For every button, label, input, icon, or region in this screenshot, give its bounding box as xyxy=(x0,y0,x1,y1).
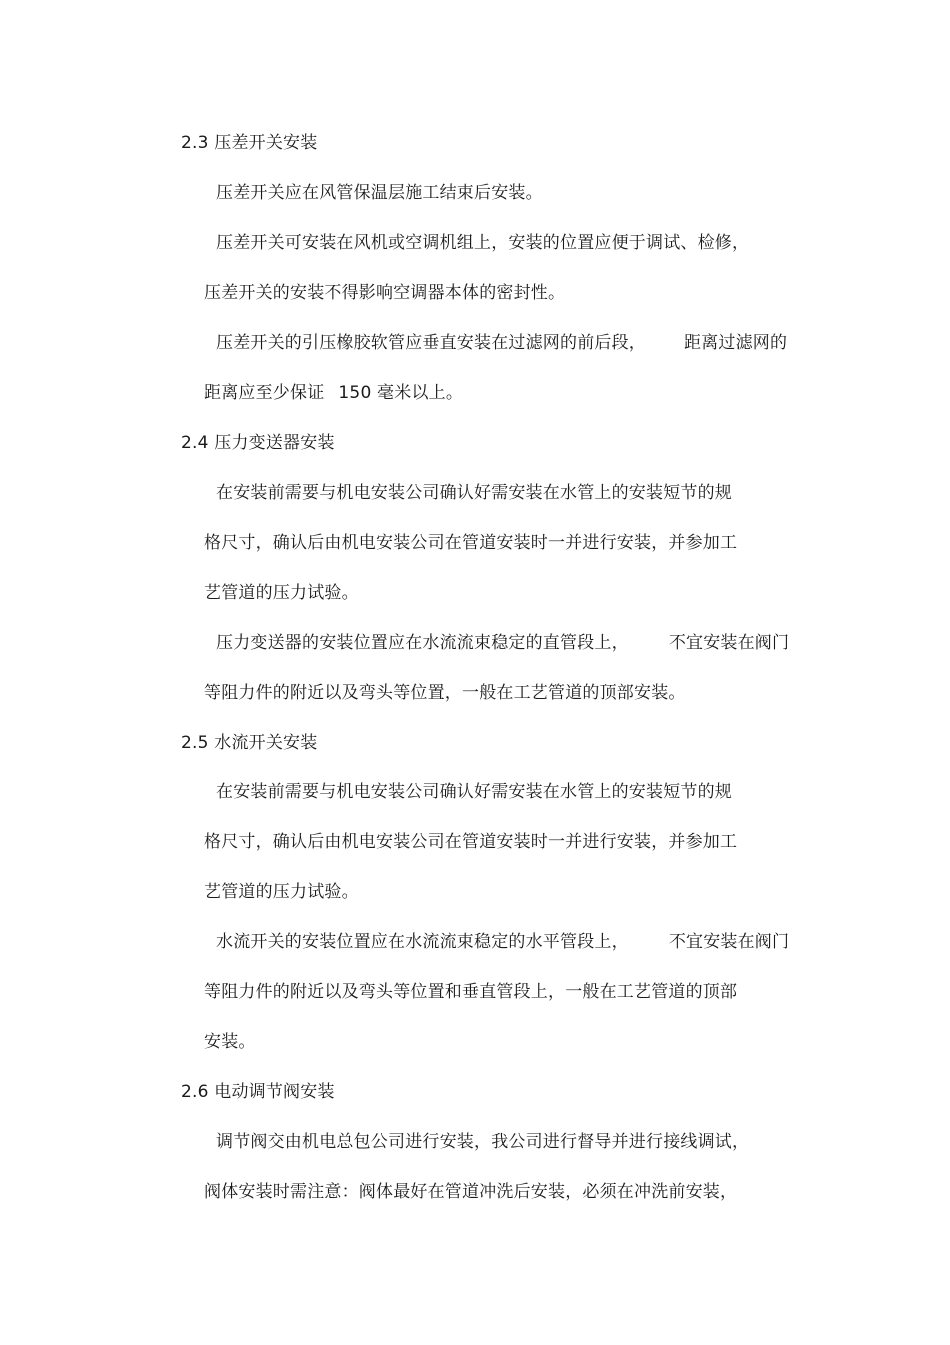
paragraph-segment: 不宜安装在阀门 xyxy=(668,633,790,653)
paragraph-line xyxy=(216,332,787,354)
paragraph-segment: 水流开关的安装位置应在水流流束稳定的水平管段上， xyxy=(216,932,629,952)
section-heading-2-5: 2.5 水流开关安装 xyxy=(181,733,318,753)
paragraph-segment: 不宜安装在阀门 xyxy=(668,932,790,952)
section-heading-2-3: 2.3 压差开关安装 xyxy=(181,133,318,153)
paragraph-line: 调节阀交由机电总包公司进行安装，我公司进行督导并进行接线调试， xyxy=(216,1132,750,1152)
paragraph-segment: 150 毫米以上。 xyxy=(338,383,464,403)
paragraph-line: 等阻力件的附近以及弯头等位置和垂直管段上，一般在工艺管道的顶部 xyxy=(204,982,738,1002)
paragraph-line xyxy=(204,382,463,404)
paragraph-line: 压差开关可安装在风机或空调机组上，安装的位置应便于调试、检修， xyxy=(216,233,750,253)
paragraph-line: 格尺寸，确认后由机电安装公司在管道安装时一并进行安装，并参加工 xyxy=(204,832,738,852)
paragraph-line: 艺管道的压力试验。 xyxy=(204,882,359,902)
paragraph-segment: 压力变送器的安装位置应在水流流束稳定的直管段上， xyxy=(216,633,629,653)
paragraph-line: 艺管道的压力试验。 xyxy=(204,583,359,603)
paragraph-line: 等阻力件的附近以及弯头等位置，一般在工艺管道的顶部安装。 xyxy=(204,683,686,703)
paragraph-line: 在安装前需要与机电安装公司确认好需安装在水管上的安装短节的规 xyxy=(216,483,732,503)
paragraph-line xyxy=(216,632,789,654)
paragraph-line xyxy=(216,931,789,953)
paragraph-line: 阀体安装时需注意：阀体最好在管道冲洗后安装，必须在冲洗前安装， xyxy=(204,1182,738,1202)
paragraph-line: 压差开关的安装不得影响空调器本体的密封性。 xyxy=(204,283,566,303)
paragraph-segment: 压差开关的引压橡胶软管应垂直安装在过滤网的前后段， xyxy=(216,333,646,353)
section-heading-2-4: 2.4 压力变送器安装 xyxy=(181,433,335,453)
section-heading-2-6: 2.6 电动调节阀安装 xyxy=(181,1082,335,1102)
paragraph-segment: 距离过滤网的 xyxy=(684,333,788,353)
paragraph-segment: 距离应至少保证 xyxy=(204,383,325,403)
paragraph-line: 在安装前需要与机电安装公司确认好需安装在水管上的安装短节的规 xyxy=(216,782,732,802)
paragraph-line: 安装。 xyxy=(204,1032,256,1052)
paragraph-line: 格尺寸，确认后由机电安装公司在管道安装时一并进行安装，并参加工 xyxy=(204,533,738,553)
paragraph-line: 压差开关应在风管保温层施工结束后安装。 xyxy=(216,183,543,203)
